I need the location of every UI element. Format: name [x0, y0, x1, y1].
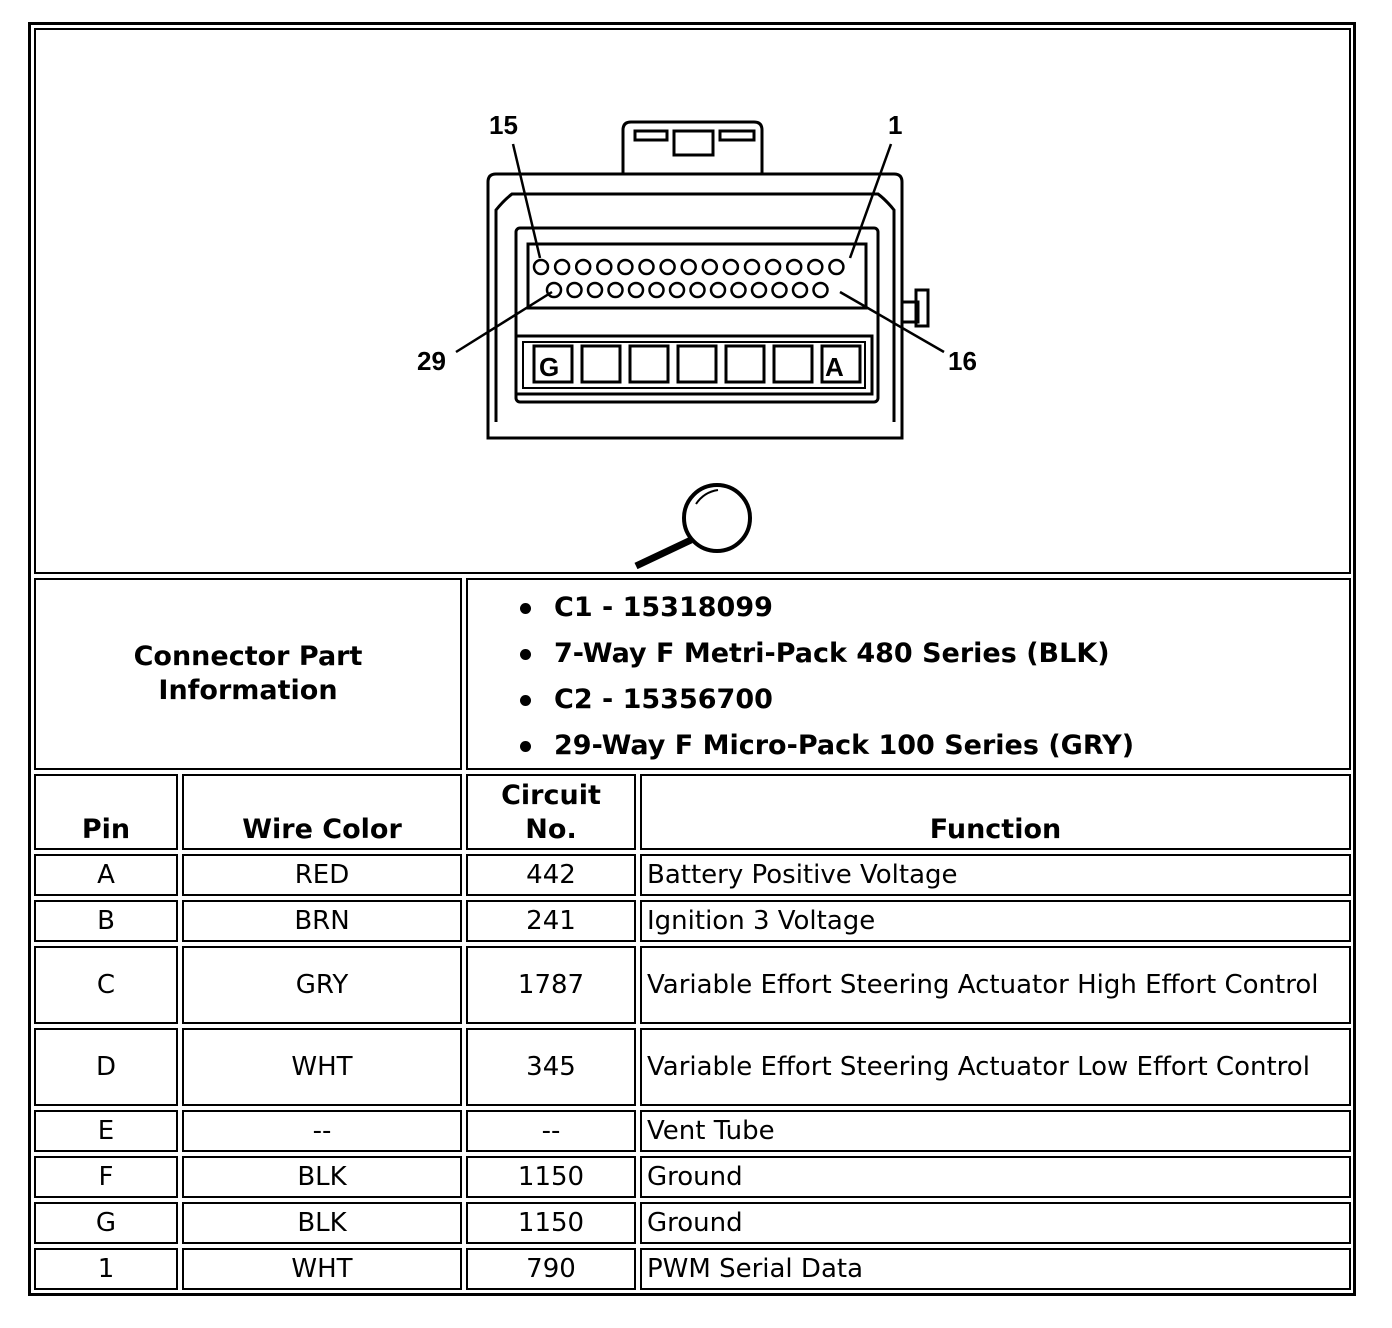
connector-info-item: C1 - 15318099: [468, 590, 1134, 636]
cell-pin: C: [34, 946, 178, 1024]
pin-hole: [576, 260, 590, 274]
cell-wire-color: BLK: [182, 1156, 462, 1198]
pin-hole: [724, 260, 738, 274]
pin-hole: [534, 260, 548, 274]
connector-info-label-line1: Connector Part: [133, 641, 363, 672]
bullet-icon: [520, 741, 531, 752]
connector-info-label-line2: Information: [158, 675, 338, 706]
cell-wire-color: RED: [182, 854, 462, 896]
cell-circuit: 1150: [466, 1156, 636, 1198]
header-wire-color: Wire Color: [182, 774, 462, 850]
cell-circuit: 241: [466, 900, 636, 942]
cell-circuit: 1787: [466, 946, 636, 1024]
pin-hole: [808, 260, 822, 274]
pin-label-15: 15: [489, 110, 518, 140]
cavity-slot: [678, 346, 716, 382]
cell-circuit: --: [466, 1110, 636, 1152]
connector-face-drawing: [36, 30, 1353, 576]
pin-hole: [555, 260, 569, 274]
bullet-icon: [520, 603, 531, 614]
pin-hole: [787, 260, 801, 274]
cavity-slot: [630, 346, 668, 382]
pin-hole: [618, 260, 632, 274]
cell-pin: F: [34, 1156, 178, 1198]
pin-hole: [682, 260, 696, 274]
pin-label-16: 16: [948, 346, 977, 376]
pin-hole: [814, 283, 828, 297]
pin-label-29: 29: [417, 346, 446, 376]
pin-hole: [640, 260, 654, 274]
pin-hole: [568, 283, 582, 297]
cell-circuit: 1150: [466, 1202, 636, 1244]
connector-info-item: C2 - 15356700: [468, 682, 1134, 728]
cell-pin: E: [34, 1110, 178, 1152]
magnifier-icon[interactable]: [636, 485, 750, 566]
cavity-label-a: A: [825, 352, 844, 382]
cell-circuit: 790: [466, 1248, 636, 1290]
cell-pin: G: [34, 1202, 178, 1244]
cavity-slot: [774, 346, 812, 382]
pin-hole: [793, 283, 807, 297]
cell-pin: B: [34, 900, 178, 942]
header-pin: Pin: [34, 774, 178, 850]
header-circuit-no: Circuit No.: [466, 774, 636, 850]
pin-hole: [609, 283, 623, 297]
pin-hole: [732, 283, 746, 297]
pin-hole: [588, 283, 602, 297]
pin-hole: [650, 283, 664, 297]
pin-hole: [691, 283, 705, 297]
cell-wire-color: WHT: [182, 1248, 462, 1290]
cell-circuit: 442: [466, 854, 636, 896]
pin-hole: [773, 283, 787, 297]
connector-info-label: [34, 578, 462, 770]
cell-function: Vent Tube: [640, 1110, 1351, 1152]
pin-hole: [752, 283, 766, 297]
pin-hole: [597, 260, 611, 274]
cell-function: PWM Serial Data: [640, 1248, 1351, 1290]
cavity-label-g: G: [539, 352, 560, 382]
cavity-slot: [726, 346, 764, 382]
cell-function: Ground: [640, 1202, 1351, 1244]
connector-diagram: [34, 28, 1351, 574]
pin-hole: [670, 283, 684, 297]
bullet-icon: [520, 649, 531, 660]
pin-hole: [629, 283, 643, 297]
header-function: Function: [640, 774, 1351, 850]
pin-hole: [745, 260, 759, 274]
cell-function: Battery Positive Voltage: [640, 854, 1351, 896]
cell-wire-color: WHT: [182, 1028, 462, 1106]
connector-info-item: 7-Way F Metri-Pack 480 Series (BLK): [468, 636, 1134, 682]
connector-info-list: [466, 578, 1351, 770]
cell-function: Variable Effort Steering Actuator High Effort Control: [640, 946, 1351, 1024]
pin-hole: [766, 260, 780, 274]
pin-hole: [661, 260, 675, 274]
cell-wire-color: BLK: [182, 1202, 462, 1244]
cell-wire-color: --: [182, 1110, 462, 1152]
cell-wire-color: GRY: [182, 946, 462, 1024]
cavity-slot: [582, 346, 620, 382]
pin-hole: [829, 260, 843, 274]
cell-pin: D: [34, 1028, 178, 1106]
pin-label-1: 1: [888, 110, 903, 140]
cell-pin: 1: [34, 1248, 178, 1290]
cell-function: Variable Effort Steering Actuator Low Effort Control: [640, 1028, 1351, 1106]
cell-function: Ground: [640, 1156, 1351, 1198]
connector-info-item: 29-Way F Micro-Pack 100 Series (GRY): [468, 728, 1134, 774]
bullet-icon: [520, 695, 531, 706]
pin-hole: [703, 260, 717, 274]
cell-circuit: 345: [466, 1028, 636, 1106]
pin-hole: [711, 283, 725, 297]
cell-function: Ignition 3 Voltage: [640, 900, 1351, 942]
cell-pin: A: [34, 854, 178, 896]
cell-wire-color: BRN: [182, 900, 462, 942]
